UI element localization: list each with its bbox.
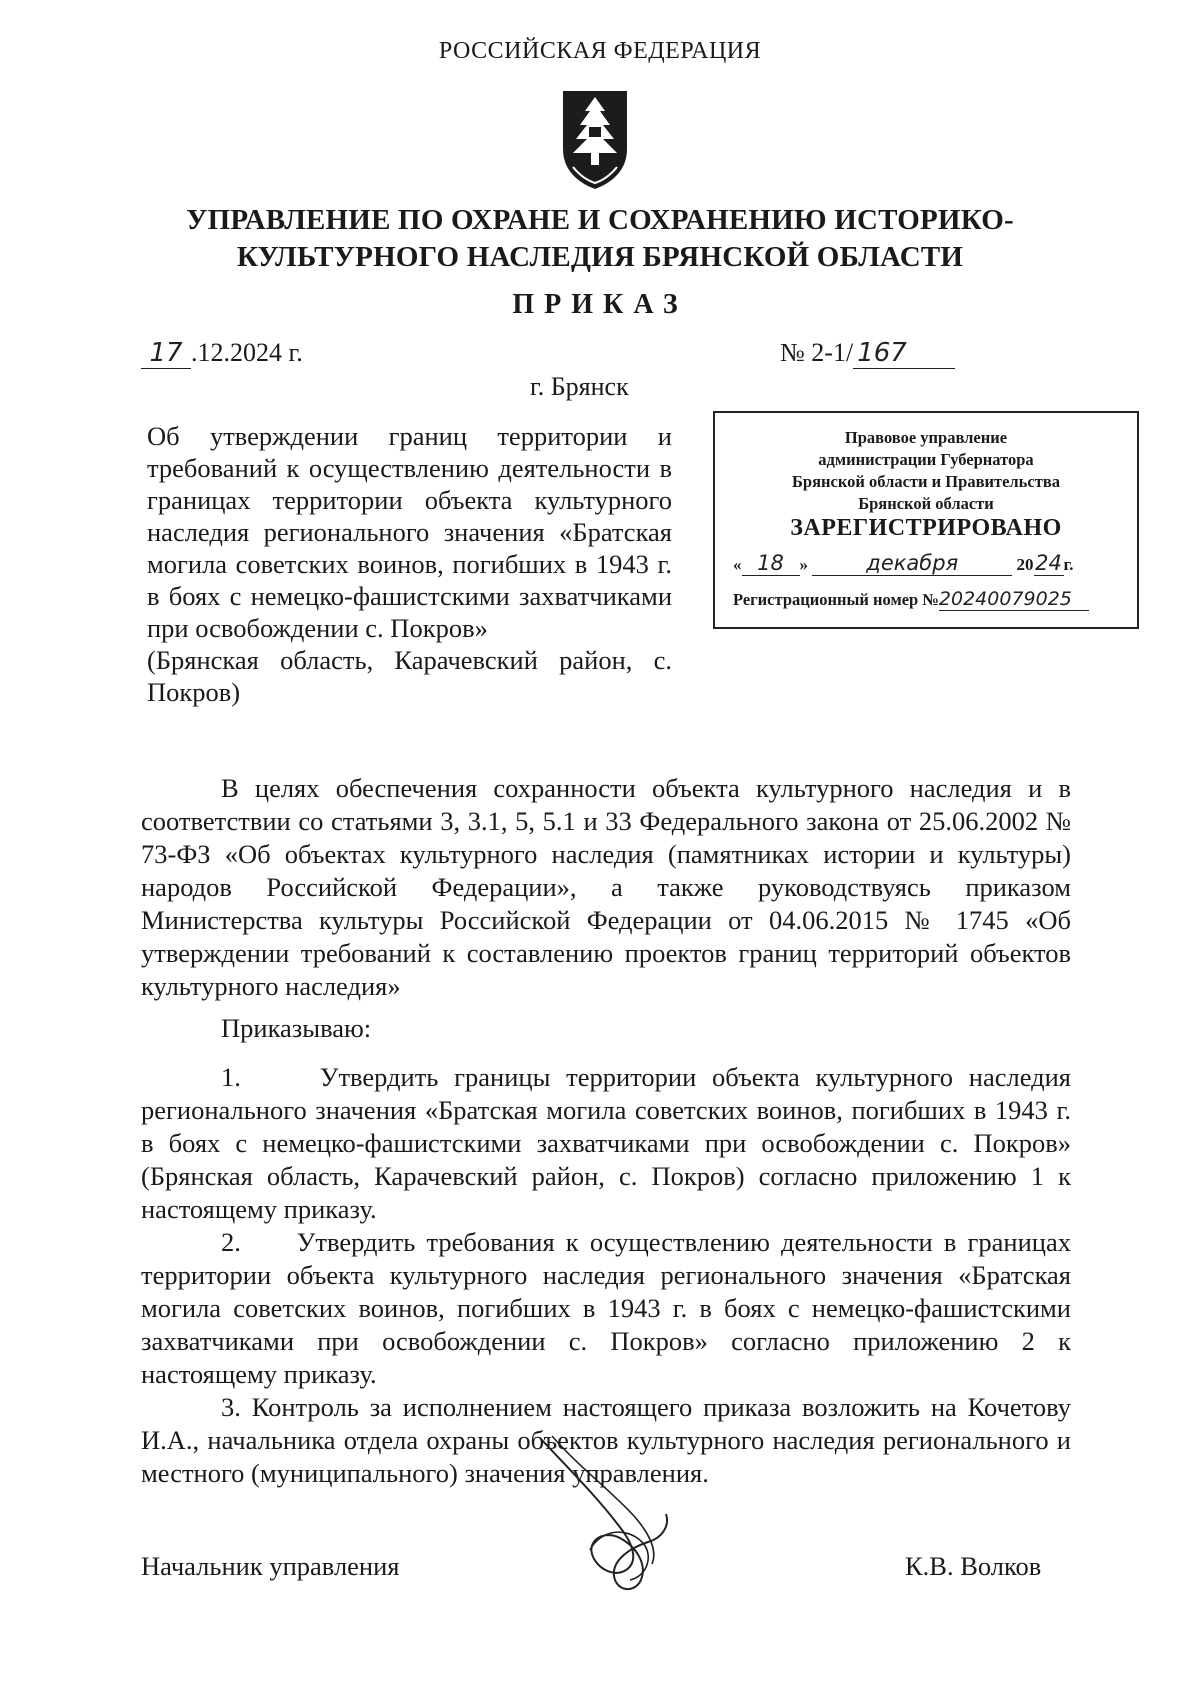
stamp-reg-label: Регистрационный номер № [733,590,939,609]
stamp-reg-value: 20240079025 [939,588,1089,611]
stamp-date [733,551,1128,576]
stamp-year-prefix: 20 [1016,555,1034,574]
order-date-rest: .12.2024 г. [191,338,303,367]
signatory-name: К.В. Волков [905,1551,1042,1581]
order-date [141,338,303,369]
orders-word: Приказываю: [221,1013,372,1043]
document-type-title: ПРИКАЗ [512,289,688,320]
stamp-registered-title: ЗАРЕГИСТРИРОВАНО [790,515,1062,541]
bryansk-coat-of-arms-icon [559,87,631,191]
order-number-prefix: № 2-1/ [780,338,854,367]
order-item-1: 1. Утвердить границы территории объекта культурного наследия регионального значения «Братская могила советских воинов, погибших в 1943 г. в боях с немецко-фашистскими захватчиками при освобождении с. Покров» (Брянская область, Карачевский район, с. Покров) согласно приложению 1 к настоящему приказу. [141,1062,1071,1224]
handwritten-signature [530,1430,700,1600]
stamp-date-close-quote: » [799,555,808,574]
subject-title: Об утверждении границ территории и требований к осуществлению деятельности в границах территории объекта культурного наследия регионального значения «Братская могила советских воинов, погибших в 1943 г. в боях с немецко-фашистскими захватчиками при освобождении с. Покров» [147,421,672,643]
stamp-org-line-1: Правовое управление [844,428,1008,447]
stamp-organization [715,427,1137,515]
agency-name-line-2: КУЛЬТУРНОГО НАСЛЕДИЯ БРЯНСКОЙ ОБЛАСТИ [236,241,964,273]
stamp-org-line-3: Брянской области и Правительства [792,472,1060,491]
stamp-date-open-quote: « [733,555,742,574]
agency-name [150,202,1050,276]
stamp-org-line-4: Брянской области [858,494,994,513]
subject-location: (Брянская область, Карачевский район, с. Покров) [147,645,672,707]
order-number [780,338,955,369]
registration-stamp [713,411,1139,629]
country-header: РОССИЙСКАЯ ФЕДЕРАЦИЯ [438,38,762,64]
stamp-org-line-2: администрации Губернатора [818,450,1034,469]
order-subject [147,420,672,708]
issue-city: г. Брянск [530,372,629,401]
stamp-year-unit: г. [1063,555,1074,574]
order-items [141,1061,1071,1490]
basis-paragraph: В целях обеспечения сохранности объекта культурного наследия и в соответствии со статьями 3, 3.1, 5, 5.1 и 33 Федерального закона от 25.06.2002 № 73-ФЗ «Об объектах культурного наследия (памятниках истории и культуры) народов Российской Федерации», а также руководствуясь приказом Министерства культуры Российской Федерации от 04.06.2015 № 1745 «Об утверждении требований к составлению проектов границ территорий объектов культурного наследия» [141,773,1071,1001]
signatory-position: Начальник управления [141,1551,400,1581]
stamp-year-suffix: 24 [1035,551,1062,575]
order-number-value: 167 [853,338,955,369]
stamp-registration-number [733,588,1133,611]
stamp-date-day: 18 [742,551,800,576]
stamp-date-month: декабря [812,551,1012,576]
order-date-day: 17 [141,338,191,369]
order-item-3: 3. Контроль за исполнением настоящего приказа возложить на Кочетову И.А., начальника отдела охраны объектов культурного наследия регионального и местного (муниципального) значения управления. [141,1392,1071,1488]
order-item-2: 2. Утвердить требования к осуществлению деятельности в границах территории объекта культурного наследия регионального значения «Братская могила советских воинов, погибших в 1943 г. в боях с немецко-фашистскими захватчиками при освобождении с. Покров» согласно приложению 2 к настоящему приказу. [141,1227,1071,1389]
agency-name-line-1: УПРАВЛЕНИЕ ПО ОХРАНЕ И СОХРАНЕНИЮ ИСТОРИКО- [186,204,1014,236]
